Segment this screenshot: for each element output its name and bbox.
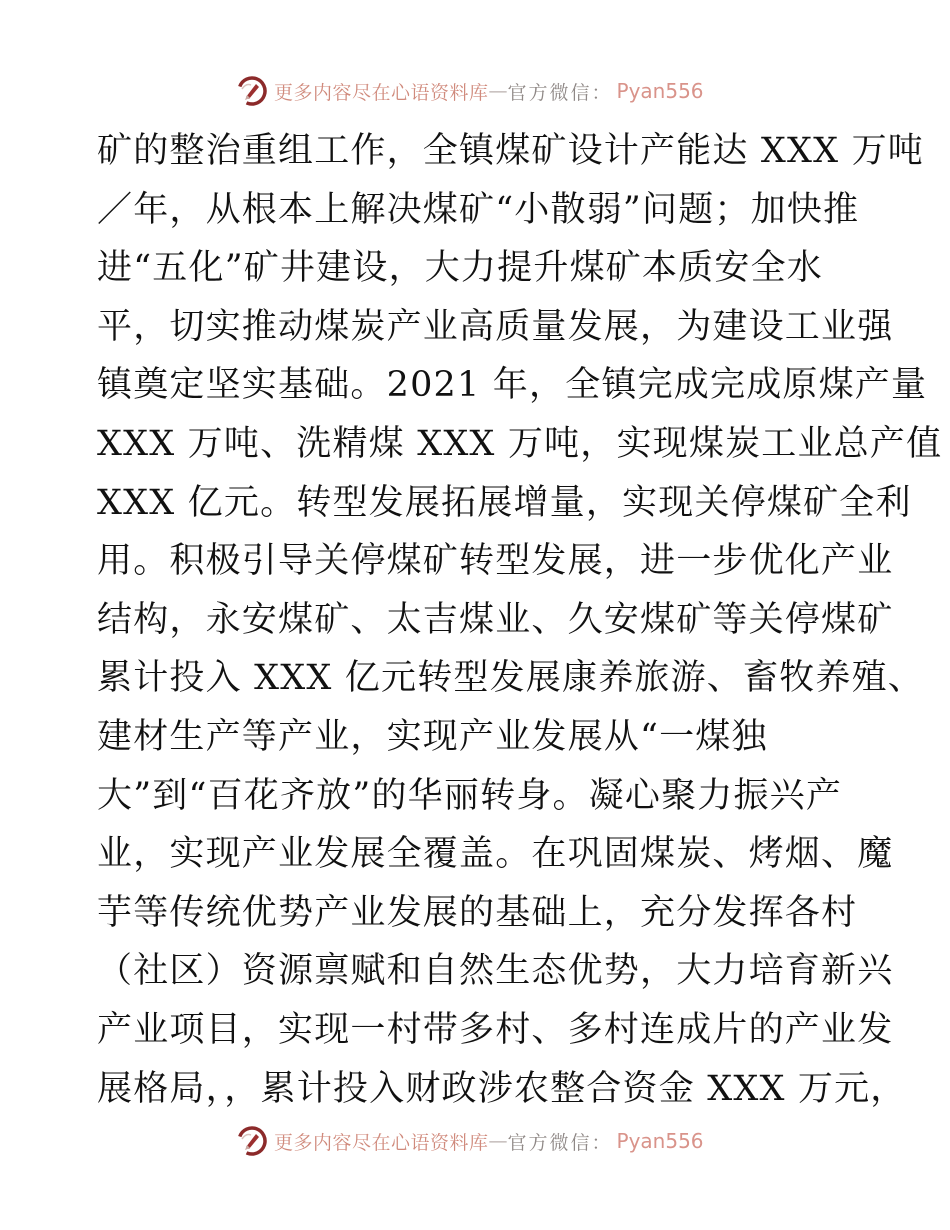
footer-watermark (236, 1123, 704, 1159)
watermark-wechat-label: 官方微信： (507, 1131, 613, 1154)
body-line: 镇奠定坚实基础。2021 年，全镇完成完成原煤产量 (97, 365, 928, 406)
watermark-dash: — (488, 80, 508, 102)
body-line: 业，实现产业发展全覆盖。在巩固煤炭、烤烟、魔 (97, 834, 894, 875)
body-line: ／年，从根本上解决煤矿“小散弱”问题；加快推 (97, 189, 860, 230)
body-line: 平，切实推动煤炭产业高质量发展，为建设工业强 (97, 306, 894, 347)
body-line: 展格局，，累计投入财政涉农整合资金 XXX 万元， (97, 1068, 907, 1109)
body-line: 累计投入 XXX 亿元转型发展康养旅游、畜牧养殖、 (97, 658, 925, 699)
body-line: XXX 万吨、洗精煤 XXX 万吨，实现煤炭工业总产值 (97, 423, 943, 464)
body-line: 大”到“百花齐放”的华丽转身。凝心聚力振兴产 (97, 775, 843, 816)
watermark-wechat-id: Pyan556 (616, 1129, 704, 1153)
pen-logo-icon (236, 75, 268, 107)
watermark-wechat-id: Pyan556 (616, 79, 704, 103)
watermark-main-text: 更多内容尽在心语资料库 (274, 81, 489, 104)
body-line: （社区）资源禀赋和自然生态优势，大力培育新兴 (97, 951, 894, 992)
body-line: 矿的整治重组工作，全镇煤矿设计产能达 XXX 万吨 (97, 131, 925, 171)
body-line: 用。积极引导关停煤矿转型发展，进一步优化产业 (97, 541, 894, 582)
watermark-wechat-label: 官方微信： (507, 81, 613, 104)
header-watermark (236, 73, 704, 109)
body-line: 建材生产等产业，实现产业发展从“一煤独 (97, 716, 768, 757)
body-line: 芋等传统优势产业发展的基础上，充分发挥各村 (97, 892, 858, 933)
body-line: XXX 亿元。转型发展拓展增量，实现关停煤矿全利 (97, 482, 912, 523)
document-body (97, 122, 943, 1118)
watermark-dash: — (488, 1130, 508, 1152)
body-line: 结构，永安煤矿、太吉煤业、久安煤矿等关停煤矿 (97, 599, 894, 640)
body-line: 进“五化”矿井建设，大力提升煤矿本质安全水 (97, 248, 823, 289)
body-line: 产业项目，实现一村带多村、多村连成片的产业发 (97, 1009, 894, 1050)
pen-logo-icon (236, 1125, 268, 1157)
watermark-main-text: 更多内容尽在心语资料库 (274, 1131, 489, 1154)
